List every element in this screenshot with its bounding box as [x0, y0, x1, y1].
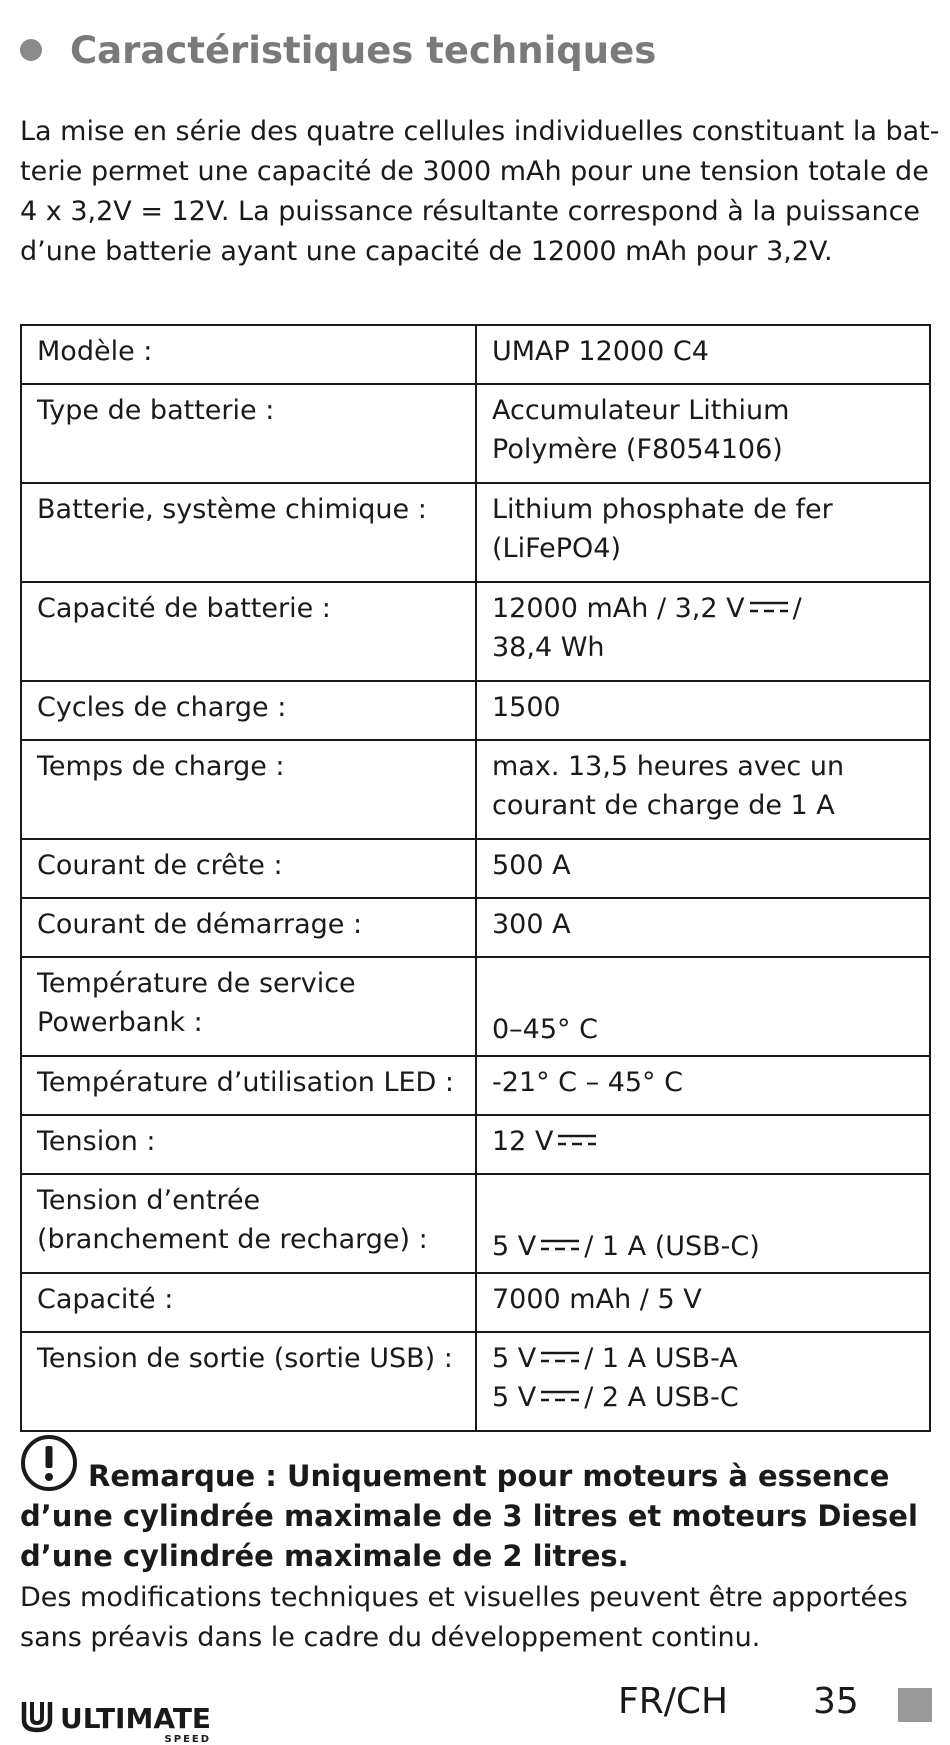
spec-label: Courant de démarrage :: [21, 898, 476, 957]
spec-label: Cycles de charge :: [21, 681, 476, 740]
table-row: [21, 681, 930, 740]
table-row: [21, 898, 930, 957]
spec-value: 1500: [476, 681, 930, 740]
direct-current-icon: [749, 599, 789, 615]
spec-label: Courant de crête :: [21, 839, 476, 898]
table-row: [21, 384, 930, 483]
spec-value: max. 13,5 heures avec un courant de charge de 1 A: [476, 740, 930, 839]
intro-line: terie permet une capacité de 3000 mAh pour une tension totale de: [20, 156, 929, 187]
table-row: [21, 483, 930, 582]
spec-value: 0–45° C: [476, 957, 930, 1056]
logo-subtext: SPEED: [164, 1734, 212, 1745]
page-marker: [898, 1688, 932, 1722]
table-row: [21, 1273, 930, 1332]
section-heading: [20, 22, 656, 78]
intro-line: La mise en série des quatre cellules individuelles constituant la bat-: [20, 116, 940, 147]
spec-label: Capacité :: [21, 1273, 476, 1332]
intro-line: d’une batterie ayant une capacité de 12000 mAh pour 3,2V.: [20, 236, 833, 267]
spec-label: Type de batterie :: [21, 384, 476, 483]
spec-value: 5 V / 1 A USB-A 5 V / 2 A USB-C: [476, 1332, 930, 1431]
spec-value: UMAP 12000 C4: [476, 325, 930, 384]
spec-value: -21° C – 45° C: [476, 1056, 930, 1115]
bullet-icon: [20, 39, 42, 61]
table-row: [21, 839, 930, 898]
intro-line: 4 x 3,2V = 12V. La puissance résultante correspond à la puissance: [20, 196, 921, 227]
spec-value: Accumulateur Lithium Polymère (F8054106): [476, 384, 930, 483]
ultimate-speed-logo-icon: [20, 1696, 54, 1734]
spec-value: 7000 mAh / 5 V: [476, 1273, 930, 1332]
exclamation-circle-icon: [20, 1434, 78, 1492]
spec-label: Batterie, système chimique :: [21, 483, 476, 582]
spec-label: Tension de sortie (sortie USB) :: [21, 1332, 476, 1431]
spec-label: Tension d’entrée (branchement de recharge) :: [21, 1174, 476, 1273]
spec-label: Température d’utilisation LED :: [21, 1056, 476, 1115]
table-row: [21, 957, 930, 1056]
spec-value: 12 V: [476, 1115, 930, 1174]
brand-logo: [20, 1696, 212, 1745]
spec-label: Temps de charge :: [21, 740, 476, 839]
logo-text: ULTIMATE: [60, 1702, 212, 1735]
spec-label: Capacité de batterie :: [21, 582, 476, 681]
specifications-table: [20, 324, 931, 1432]
intro-paragraph: [20, 112, 940, 272]
direct-current-icon: [540, 1388, 580, 1404]
remark-block: [20, 1434, 935, 1658]
table-row: [21, 740, 930, 839]
spec-value: 12000 mAh / 3,2 V / 38,4 Wh: [476, 582, 930, 681]
table-row: [21, 1174, 930, 1273]
table-row: [21, 582, 930, 681]
remark-heading: Remarque : Uniquement pour moteurs à essence d’une cylindrée maximale de 3 litres et moteurs Diesel d’une cylindrée maximale de 2 litres.: [20, 1434, 935, 1576]
table-row: [21, 325, 930, 384]
spec-value: 300 A: [476, 898, 930, 957]
remark-body: Des modifications techniques et visuelles peuvent être apportées sans préavis dans le cadre du développement continu.: [20, 1582, 908, 1653]
spec-value: 500 A: [476, 839, 930, 898]
table-row: [21, 1115, 930, 1174]
table-row: [21, 1332, 930, 1431]
spec-value: 5 V / 1 A (USB-C): [476, 1174, 930, 1273]
spec-value: Lithium phosphate de fer (LiFePO4): [476, 483, 930, 582]
spec-label: Température de service Powerbank :: [21, 957, 476, 1056]
table-row: [21, 1056, 930, 1115]
section-title: Caractéristiques techniques: [70, 28, 657, 72]
page-number: 35: [813, 1681, 859, 1722]
language-code: FR/CH: [618, 1681, 729, 1722]
direct-current-icon: [540, 1237, 580, 1253]
direct-current-icon: [557, 1132, 597, 1148]
spec-label: Modèle :: [21, 325, 476, 384]
direct-current-icon: [540, 1349, 580, 1365]
spec-label: Tension :: [21, 1115, 476, 1174]
